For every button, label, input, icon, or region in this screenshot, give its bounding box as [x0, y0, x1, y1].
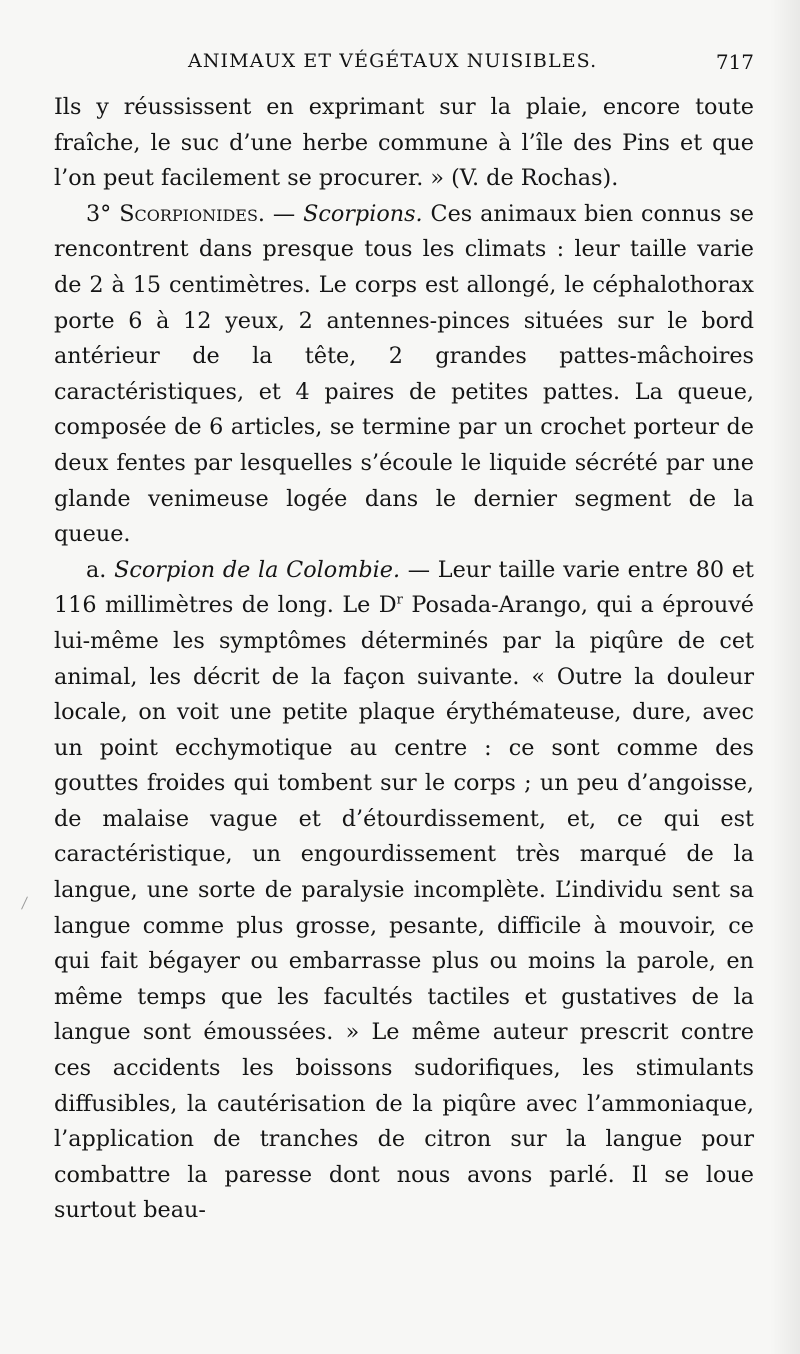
body-text	[54, 90, 754, 1229]
item-text-b: Posada-Arango, qui a éprouvé lui-même les symptômes déterminés par la piqûre de cet animal, les décrit de la façon suivante. « Outre la douleur locale, on voit une petite plaque érythémateuse, dure, avec un point ecchymotique au centre : ce sont comme des gouttes froides qui tombent sur le corps ; un peu d’angoisse, de malaise vague et d’étourdissement, et, ce qui est caractéristique, un engourdissement très marqué de la langue, une sorte de paralysie incomplète. L’individu sent sa langue comme plus grosse, pesante, difficile à mouvoir, ce qui fait bégayer ou embarrasse plus ou moins la parole, en même temps que les facultés tactiles et gustatives de la langue sont émoussées. » Le même auteur prescrit contre ces accidents les boissons sudorifiques, les stimulants diffusibles, la cautérisation de la piqûre avec l’ammoniaque, l’application de tranches de citron sur la langue pour combattre la paresse dont nous avons parlé. Il se loue surtout beau-	[54, 592, 754, 1224]
item-superscript: r	[396, 592, 403, 608]
page-number: 717	[715, 50, 754, 74]
item-label: a.	[86, 556, 107, 583]
section-number: 3°	[86, 200, 112, 227]
page-edge-shadow	[770, 0, 800, 1354]
margin-pencil-mark	[21, 896, 28, 909]
item-title: Scorpion de la Colombie.	[114, 556, 401, 583]
paragraph-scorpionides	[54, 197, 754, 553]
running-head	[54, 46, 754, 78]
section-text: Ces animaux bien connus se rencontrent dans presque tous les climats : leur taille varie de 2 à 15 centimètres. Le corps est allongé, le céphalothorax porte 6 à 12 yeux, 2 antennes-pinces situées sur le bord antérieur de la tête, 2 grandes pattes-mâchoires caractéristiques, et 4 paires de petites pattes. La queue, composée de 6 articles, se termine par un crochet porteur de deux fentes par lesquelles s’écoule le liquide sécrété par une glande venimeuse logée dans le dernier segment de la queue.	[54, 200, 754, 548]
running-title: ANIMAUX ET VÉGÉTAUX NUISIBLES.	[188, 50, 598, 72]
paragraph-scorpion-colombie	[54, 553, 754, 1229]
section-title: Scorpions.	[303, 200, 423, 227]
item-text-a: — Leur taille varie entre 80 et 116 millimètres de long. Le D	[54, 556, 754, 619]
section-dash: —	[272, 200, 296, 227]
section-heading: Scorpionides.	[119, 200, 265, 227]
paragraph-continuation: Ils y réussissent en exprimant sur la plaie, encore toute fraîche, le suc d’une herbe commune à l’île des Pins et que l’on peut facilement se procurer. » (V. de Rochas).	[54, 94, 754, 192]
